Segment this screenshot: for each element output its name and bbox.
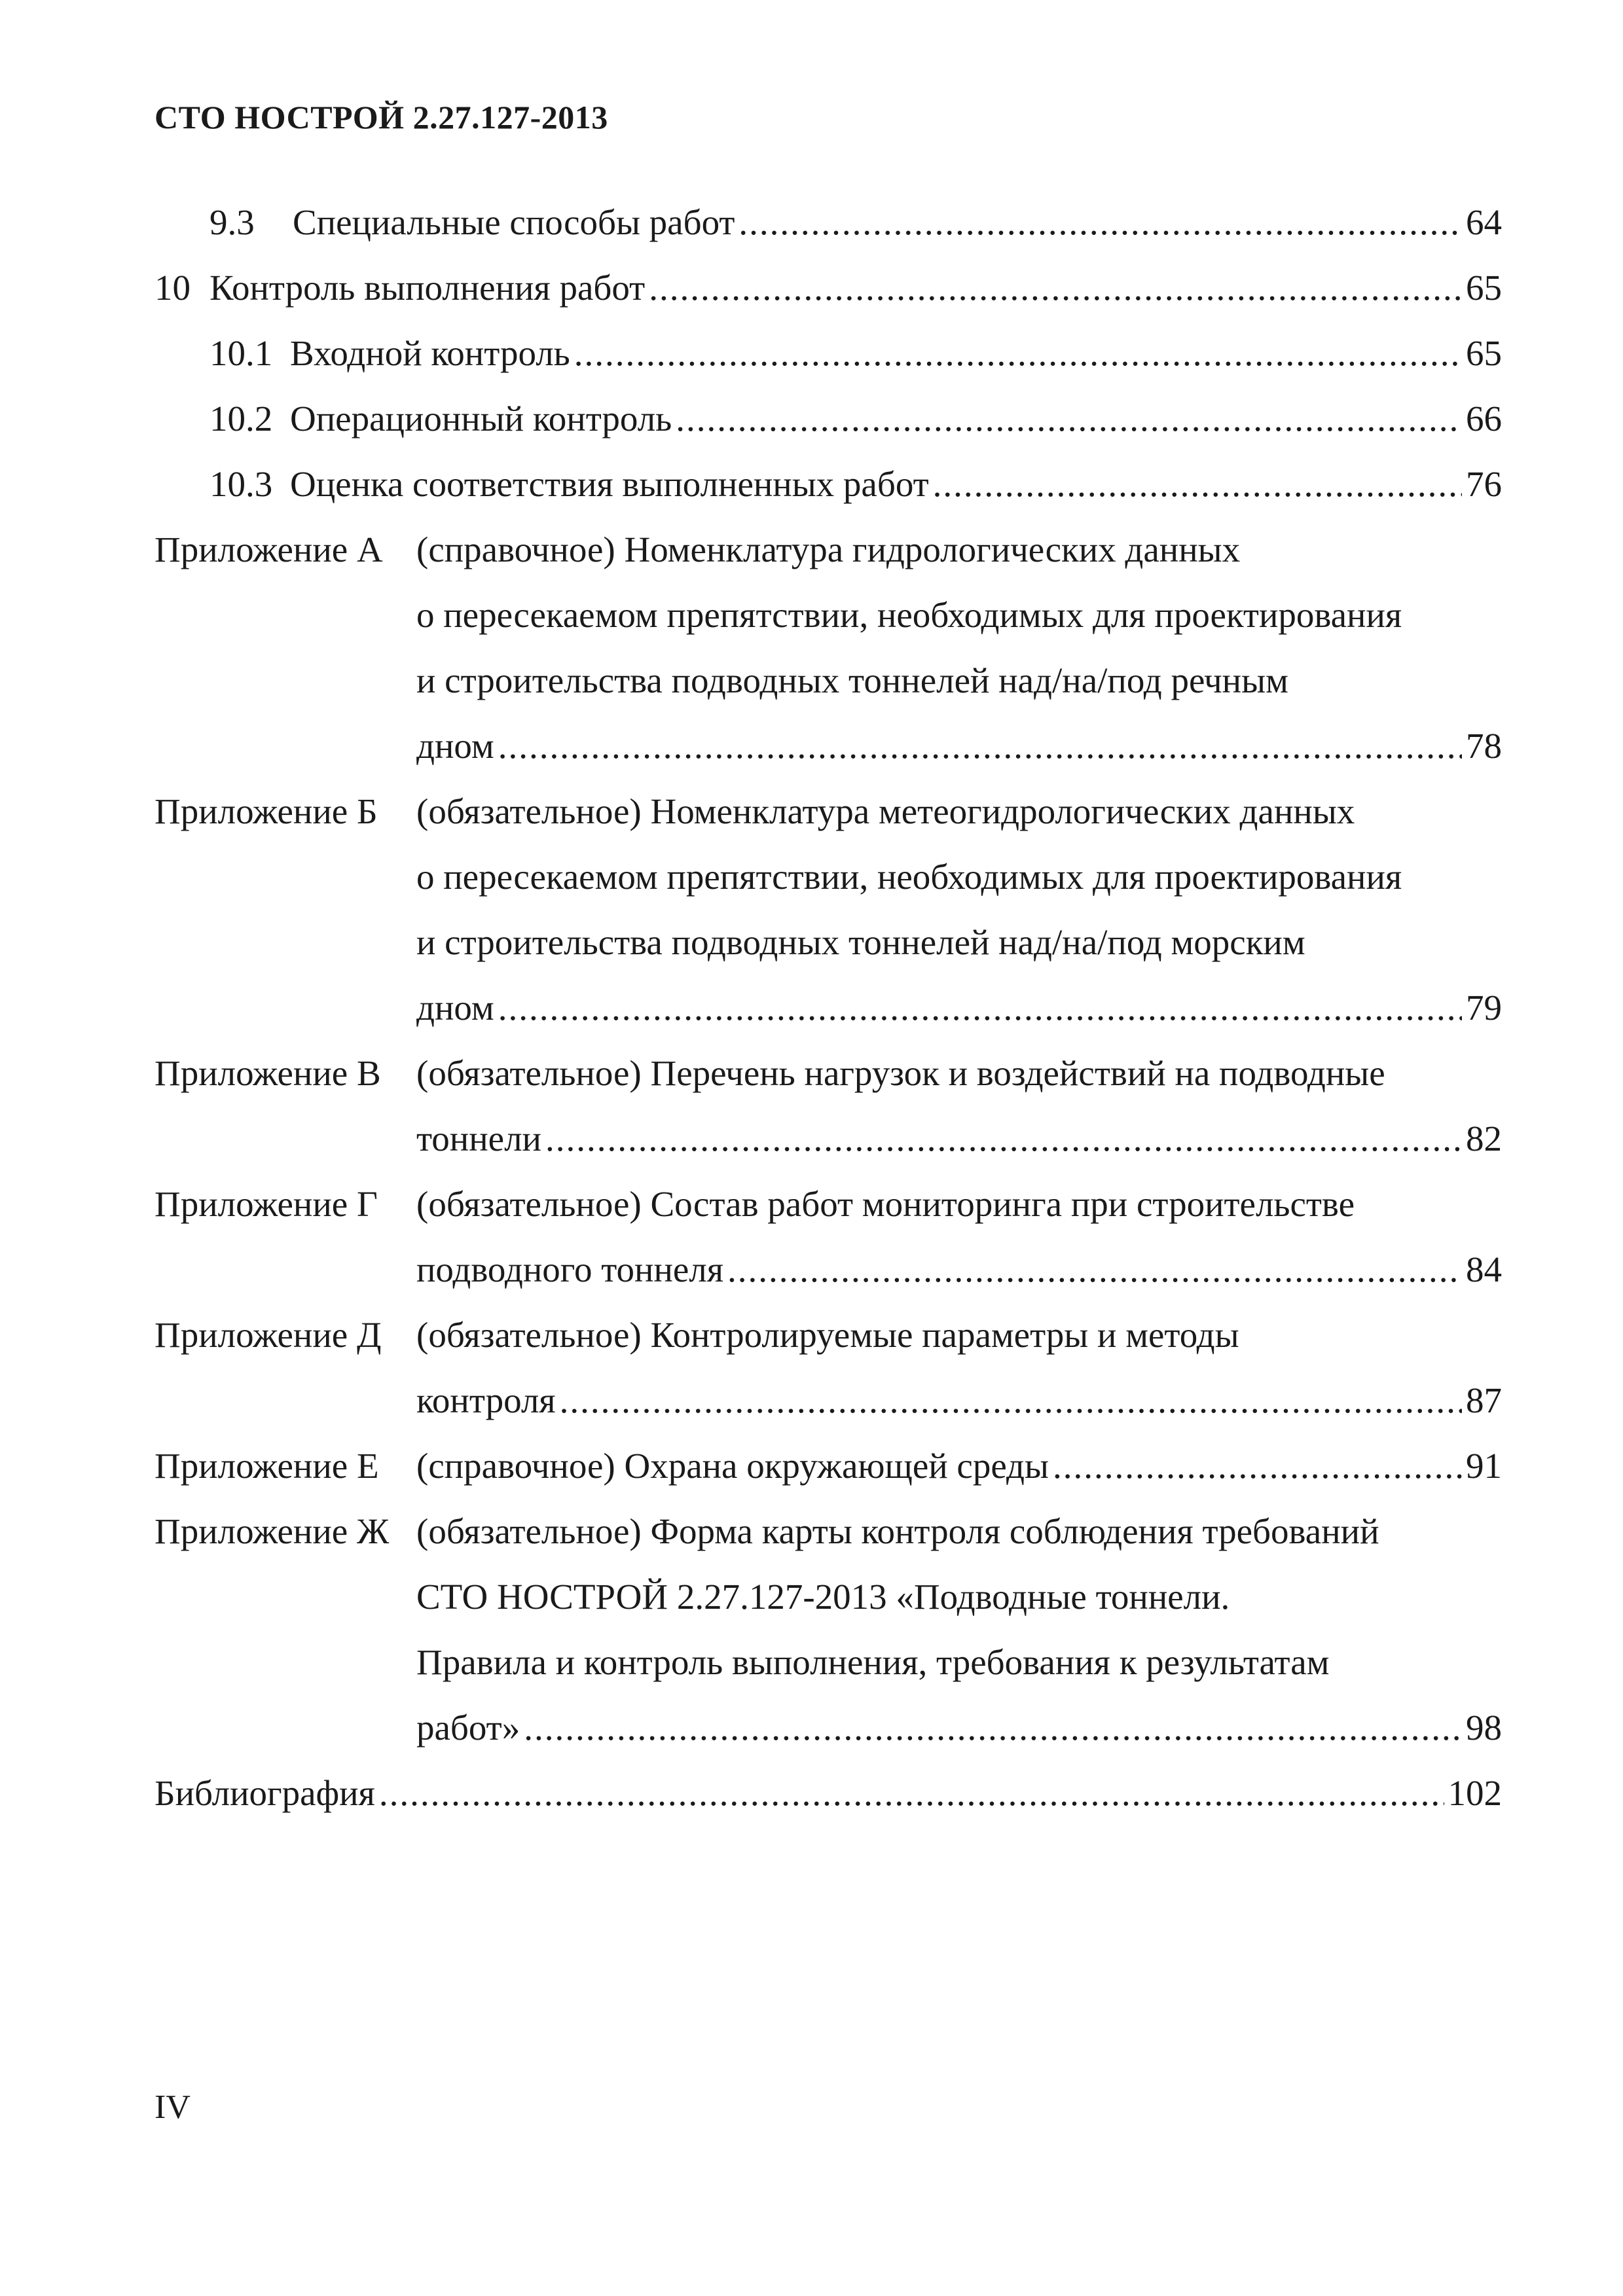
toc-entry-title: Специальные способы работ xyxy=(293,202,735,242)
toc-appendix-b[interactable] xyxy=(155,779,1502,1041)
dot-leader xyxy=(933,452,1462,517)
toc-appendix-a[interactable] xyxy=(155,517,1502,779)
appendix-title-line: о пересекаемом препятствии, необходимых для проектирования xyxy=(416,595,1402,635)
dot-leader xyxy=(498,975,1462,1041)
toc-appendix-zh[interactable] xyxy=(155,1499,1502,1761)
appendix-label: Приложение В xyxy=(155,1053,381,1093)
toc-entry-page: 91 xyxy=(1466,1446,1502,1486)
toc-entry-title: Входной контроль xyxy=(290,333,570,373)
toc-entry-page: 66 xyxy=(1466,399,1502,439)
toc-entry-number: 9.3 xyxy=(210,202,255,242)
toc-entry-title: Операционный контроль xyxy=(290,399,672,439)
toc-entry-page: 84 xyxy=(1466,1249,1502,1289)
appendix-title-line: СТО НОСТРОЙ 2.27.127-2013 «Подводные тоннели. xyxy=(416,1577,1230,1617)
toc-entry-title: Оценка соответствия выполненных работ xyxy=(290,464,929,504)
toc-appendix-e[interactable] xyxy=(155,1433,1502,1499)
toc-entry-10-2[interactable] xyxy=(155,386,1502,452)
appendix-title-line: о пересекаемом препятствии, необходимых для проектирования xyxy=(416,857,1402,897)
appendix-title-line: контроля xyxy=(416,1380,556,1420)
appendix-title-line: дном xyxy=(416,726,494,766)
appendix-title-line: (обязательное) Состав работ мониторинга при строительстве xyxy=(416,1184,1355,1224)
dot-leader xyxy=(676,386,1462,452)
toc-entry-10-3[interactable] xyxy=(155,452,1502,517)
toc-entry-page: 98 xyxy=(1466,1708,1502,1748)
appendix-title-line: и строительства подводных тоннелей над/на/под морским xyxy=(416,922,1305,962)
appendix-label: Приложение Д xyxy=(155,1315,382,1355)
appendix-title-line: (обязательное) Контролируемые параметры и методы xyxy=(416,1315,1239,1355)
appendix-title-line: тоннели xyxy=(416,1119,541,1158)
toc-entry-page: 76 xyxy=(1466,464,1502,504)
dot-leader xyxy=(739,190,1462,255)
dot-leader xyxy=(574,321,1462,386)
toc-entry-page: 65 xyxy=(1466,268,1502,308)
appendix-title-line: и строительства подводных тоннелей над/на/под речным xyxy=(416,660,1288,700)
toc-appendix-d[interactable] xyxy=(155,1302,1502,1433)
toc-entry-page: 79 xyxy=(1466,988,1502,1028)
toc-entry-title: Библиография xyxy=(155,1773,375,1813)
toc-entry-page: 65 xyxy=(1466,333,1502,373)
dot-leader xyxy=(1053,1433,1462,1499)
appendix-title-line: дном xyxy=(416,988,494,1028)
appendix-title-line: подводного тоннеля xyxy=(416,1249,724,1289)
toc-entry-10[interactable] xyxy=(155,255,1502,321)
appendix-title-line: (обязательное) Форма карты контроля соблюдения требований xyxy=(416,1511,1379,1551)
toc-entry-page: 82 xyxy=(1466,1119,1502,1158)
toc-entry-number: 10 xyxy=(155,268,191,308)
appendix-title-line: (справочное) Охрана окружающей среды xyxy=(416,1446,1049,1486)
toc-entry-10-1[interactable] xyxy=(155,321,1502,386)
toc-entry-page: 87 xyxy=(1466,1380,1502,1420)
toc-entry-number: 10.2 xyxy=(210,399,273,439)
dot-leader xyxy=(560,1368,1462,1433)
toc-entry-number: 10.3 xyxy=(210,464,273,504)
toc-entry-page: 64 xyxy=(1466,202,1502,242)
appendix-title-line: работ» xyxy=(416,1708,520,1748)
appendix-label: Приложение Е xyxy=(155,1446,379,1486)
page-number: IV xyxy=(155,2089,191,2126)
toc-appendix-g[interactable] xyxy=(155,1172,1502,1302)
appendix-label: Приложение Ж xyxy=(155,1511,390,1551)
appendix-title-line: (справочное) Номенклатура гидрологических данных xyxy=(416,529,1241,569)
dot-leader xyxy=(545,1106,1462,1172)
toc-entry-number: 10.1 xyxy=(210,333,273,373)
appendix-label: Приложение Б xyxy=(155,791,378,831)
toc-appendix-v[interactable] xyxy=(155,1041,1502,1172)
dot-leader xyxy=(379,1761,1444,1826)
table-of-contents xyxy=(155,190,1502,1826)
appendix-title-line: Правила и контроль выполнения, требования к результатам xyxy=(416,1642,1330,1682)
appendix-label: Приложение Г xyxy=(155,1184,378,1224)
dot-leader xyxy=(498,713,1462,779)
dot-leader xyxy=(524,1695,1462,1761)
appendix-label: Приложение А xyxy=(155,529,383,569)
appendix-title-line: (обязательное) Перечень нагрузок и воздействий на подводные xyxy=(416,1053,1385,1093)
document-header: СТО НОСТРОЙ 2.27.127-2013 xyxy=(155,99,608,135)
toc-entry-9-3[interactable] xyxy=(155,190,1502,255)
dot-leader xyxy=(649,255,1462,321)
toc-entry-page: 78 xyxy=(1466,726,1502,766)
dot-leader xyxy=(727,1237,1462,1302)
toc-entry-bibliography[interactable] xyxy=(155,1761,1502,1826)
appendix-title-line: (обязательное) Номенклатура метеогидрологических данных xyxy=(416,791,1355,831)
toc-entry-title: Контроль выполнения работ xyxy=(210,268,646,308)
toc-entry-page: 102 xyxy=(1448,1773,1502,1813)
